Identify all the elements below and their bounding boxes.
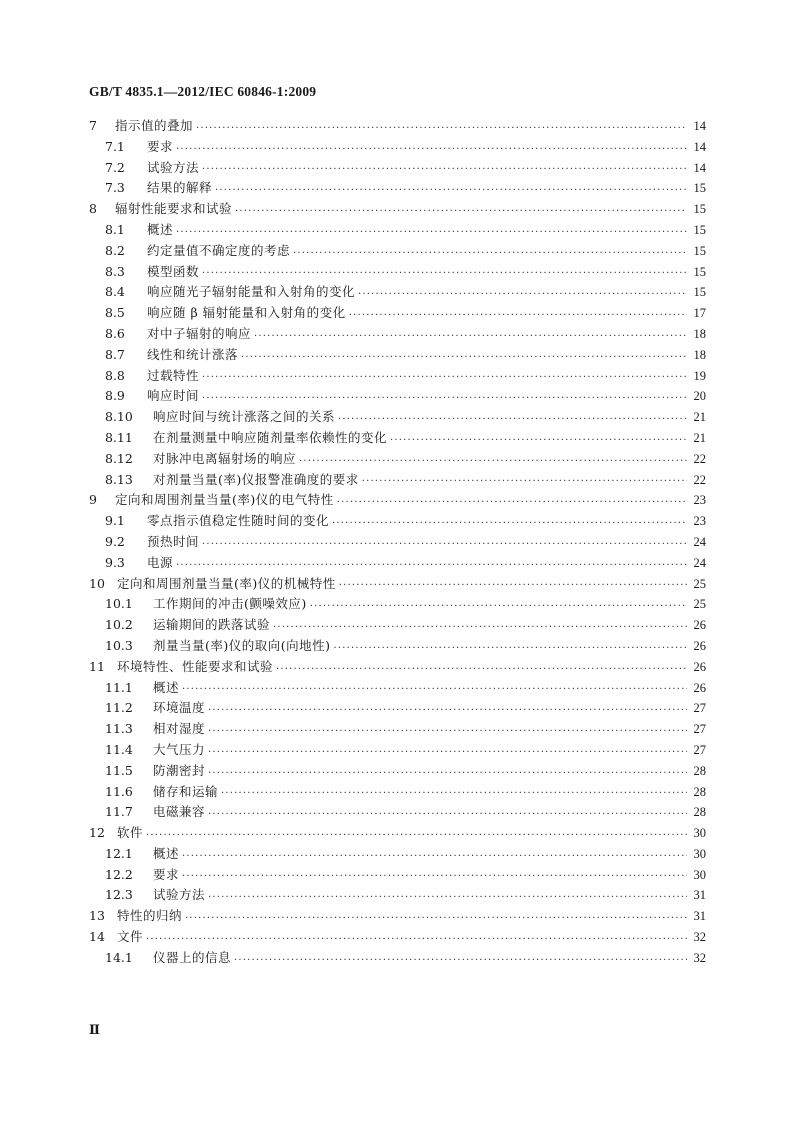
toc-section-entry[interactable] (89, 282, 706, 303)
toc-section-entry[interactable] (89, 262, 706, 283)
toc-entry-page: 28 (693, 763, 706, 778)
toc-chapter-entry[interactable] (89, 574, 706, 595)
toc-leader-dots (338, 407, 687, 428)
toc-section-entry[interactable] (89, 303, 706, 324)
toc-entry-number: 8.10 (105, 409, 133, 425)
toc-leader-dots (182, 678, 687, 699)
toc-section-entry[interactable] (89, 158, 706, 179)
toc-entry-page: 31 (693, 888, 706, 903)
toc-entry-title: 概述 (147, 221, 174, 237)
toc-entry-title: 运输期间的跌落试验 (153, 617, 271, 633)
toc-section-entry[interactable] (89, 553, 706, 574)
toc-leader-dots (208, 802, 687, 823)
toc-entry-page: 26 (693, 680, 706, 695)
toc-chapter-entry[interactable] (89, 490, 706, 511)
toc-section-entry[interactable] (89, 948, 706, 969)
toc-section-entry[interactable] (89, 782, 706, 803)
toc-entry-title: 概述 (153, 845, 180, 861)
toc-entry-title: 过载特性 (147, 367, 200, 383)
toc-entry-page: 15 (693, 285, 706, 300)
toc-entry-number: 8.3 (105, 263, 125, 279)
toc-entry-number: 11.3 (105, 721, 133, 737)
toc-leader-dots (202, 386, 687, 407)
toc-section-entry[interactable] (89, 615, 706, 636)
toc-entry-title: 软件 (117, 825, 144, 841)
toc-chapter-entry[interactable] (89, 823, 706, 844)
toc-entry-page: 14 (693, 119, 706, 133)
toc-entry-title: 概述 (153, 679, 180, 695)
toc-entry-title: 响应随 β 辐射能量和入射角的变化 (147, 305, 346, 321)
toc-entry-page: 23 (693, 493, 706, 508)
toc-entry-number: 12.3 (105, 887, 133, 903)
toc-section-entry[interactable] (89, 345, 706, 366)
toc-section-entry[interactable] (89, 241, 706, 262)
toc-entry-page: 32 (693, 950, 706, 965)
toc-entry-number: 7.2 (105, 159, 125, 175)
toc-entry-title: 对剂量当量(率)仪报警准确度的要求 (153, 471, 359, 487)
toc-leader-dots (241, 345, 687, 366)
toc-entry-page: 25 (693, 597, 706, 612)
toc-entry-page: 21 (693, 410, 706, 425)
toc-entry-title: 文件 (117, 929, 144, 945)
toc-entry-page: 19 (693, 368, 706, 383)
toc-entry-page: 30 (693, 846, 706, 861)
toc-entry-number: 8.8 (105, 367, 125, 383)
toc-entry-page: 15 (693, 264, 706, 279)
toc-section-entry[interactable] (89, 698, 706, 719)
toc-entry-title: 试验方法 (147, 159, 200, 175)
toc-entry-title: 防潮密封 (153, 762, 206, 778)
toc-leader-dots (254, 324, 687, 345)
toc-entry-number: 10 (89, 575, 105, 591)
toc-leader-dots (276, 657, 687, 678)
toc-leader-dots (208, 740, 687, 761)
toc-entry-title: 电源 (147, 554, 174, 570)
toc-leader-dots (208, 885, 687, 906)
toc-section-entry[interactable] (89, 802, 706, 823)
toc-leader-dots (390, 428, 687, 449)
toc-entry-page: 25 (693, 576, 706, 591)
toc-entry-number: 8.5 (105, 305, 125, 321)
toc-section-entry[interactable] (89, 407, 706, 428)
toc-entry-number: 8.4 (105, 284, 125, 300)
toc-entry-page: 22 (693, 451, 706, 466)
toc-leader-dots (332, 511, 687, 532)
toc-entry-number: 11.4 (105, 741, 133, 757)
toc-section-entry[interactable] (89, 678, 706, 699)
toc-entry-page: 15 (693, 202, 706, 217)
toc-leader-dots (182, 865, 687, 886)
toc-section-entry[interactable] (89, 366, 706, 387)
toc-entry-page: 15 (693, 181, 706, 196)
toc-entry-page: 30 (693, 826, 706, 841)
toc-entry-title: 要求 (153, 866, 180, 882)
toc-entry-number: 8.1 (105, 221, 125, 237)
toc-leader-dots (234, 948, 687, 969)
toc-section-entry[interactable] (89, 636, 706, 657)
toc-leader-dots (293, 241, 687, 262)
toc-entry-number: 14 (89, 929, 105, 945)
toc-leader-dots (362, 470, 687, 491)
toc-leader-dots (358, 282, 687, 303)
toc-entry-number: 12 (89, 825, 105, 841)
toc-entry-number: 8.7 (105, 346, 125, 362)
toc-leader-dots (146, 823, 687, 844)
toc-entry-page: 24 (693, 555, 706, 570)
toc-entry-title: 响应时间 (147, 388, 200, 404)
toc-entry-number: 11.1 (105, 679, 133, 695)
toc-entry-page: 31 (693, 909, 706, 924)
toc-leader-dots (202, 366, 687, 387)
toc-entry-number: 13 (89, 908, 105, 924)
toc-section-entry[interactable] (89, 865, 706, 886)
toc-entry-number: 7.1 (105, 138, 125, 154)
toc-leader-dots (349, 303, 687, 324)
toc-entry-title: 零点指示值稳定性随时间的变化 (147, 513, 330, 529)
toc-entry-title: 要求 (147, 138, 174, 154)
toc-leader-dots (208, 761, 687, 782)
toc-chapter-entry[interactable] (89, 116, 706, 137)
toc-entry-number: 9.2 (105, 533, 125, 549)
toc-entry-title: 环境特性、性能要求和试验 (117, 658, 274, 674)
toc-section-entry[interactable] (89, 386, 706, 407)
toc-entry-page: 17 (693, 306, 706, 321)
toc-entry-number: 14.1 (105, 949, 133, 965)
toc-entry-title: 模型函数 (147, 263, 200, 279)
page-number: Ⅱ (89, 1022, 100, 1037)
toc-entry-title: 对脉冲电离辐射场的响应 (153, 450, 297, 466)
toc-section-entry[interactable] (89, 178, 706, 199)
toc-entry-title: 储存和运输 (153, 783, 219, 799)
toc-section-entry[interactable] (89, 719, 706, 740)
toc-leader-dots (185, 906, 687, 927)
toc-leader-dots (299, 449, 687, 470)
toc-entry-title: 试验方法 (153, 887, 206, 903)
toc-entry-page: 26 (693, 659, 706, 674)
toc-entry-title: 特性的归纳 (117, 908, 183, 924)
toc-entry-number: 11.7 (105, 804, 133, 820)
toc-section-entry[interactable] (89, 511, 706, 532)
toc-entry-number: 8.11 (105, 429, 133, 445)
toc-entry-page: 21 (693, 430, 706, 445)
toc-entry-page: 27 (693, 722, 706, 737)
toc-entry-title: 定向和周围剂量当量(率)仪的电气特性 (115, 492, 334, 508)
toc-chapter-entry[interactable] (89, 927, 706, 948)
toc-entry-number: 8.6 (105, 325, 125, 341)
toc-leader-dots (215, 178, 687, 199)
toc-leader-dots (176, 137, 687, 158)
toc-leader-dots (146, 927, 687, 948)
toc-leader-dots (339, 574, 687, 595)
toc-entry-page: 28 (693, 784, 706, 799)
toc-entry-page: 15 (693, 222, 706, 237)
toc-entry-page: 20 (693, 389, 706, 404)
toc-entry-number: 8.2 (105, 242, 125, 258)
toc-entry-page: 26 (693, 638, 706, 653)
toc-entry-title: 剂量当量(率)仪的取向(向地性) (153, 637, 331, 653)
toc-section-entry[interactable] (89, 220, 706, 241)
toc-leader-dots (235, 199, 687, 220)
toc-entry-page: 15 (693, 243, 706, 258)
table-of-contents (89, 116, 706, 969)
toc-entry-page: 32 (693, 930, 706, 945)
toc-entry-number: 12.2 (105, 866, 133, 882)
toc-section-entry[interactable] (89, 137, 706, 158)
toc-leader-dots (334, 636, 687, 657)
toc-leader-dots (208, 719, 687, 740)
toc-entry-title: 在剂量测量中响应随剂量率依赖性的变化 (153, 429, 388, 445)
toc-entry-title: 结果的解释 (147, 180, 213, 196)
toc-entry-title: 线性和统计涨落 (147, 346, 239, 362)
toc-entry-title: 指示值的叠加 (115, 118, 194, 133)
toc-entry-page: 14 (693, 160, 706, 175)
toc-section-entry[interactable] (89, 324, 706, 345)
toc-entry-title: 相对湿度 (153, 721, 206, 737)
toc-entry-number: 8 (89, 201, 97, 217)
toc-entry-title: 大气压力 (153, 741, 206, 757)
toc-entry-number: 11.5 (105, 762, 133, 778)
toc-section-entry[interactable] (89, 885, 706, 906)
toc-entry-page: 27 (693, 701, 706, 716)
toc-entry-title: 定向和周围剂量当量(率)仪的机械特性 (117, 575, 336, 591)
toc-entry-page: 30 (693, 867, 706, 882)
toc-entry-title: 辐射性能要求和试验 (115, 201, 233, 217)
toc-entry-number: 10.2 (105, 617, 133, 633)
toc-entry-page: 28 (693, 805, 706, 820)
toc-entry-number: 11 (89, 658, 105, 674)
toc-leader-dots (202, 532, 687, 553)
toc-entry-page: 27 (693, 742, 706, 757)
toc-entry-number: 8.9 (105, 388, 125, 404)
toc-entry-number: 10.3 (105, 637, 133, 653)
toc-entry-number: 11.6 (105, 783, 133, 799)
toc-section-entry[interactable] (89, 594, 706, 615)
toc-leader-dots (202, 262, 687, 283)
toc-leader-dots (337, 490, 687, 511)
toc-entry-number: 7.3 (105, 180, 125, 196)
toc-entry-title: 环境温度 (153, 700, 206, 716)
toc-leader-dots (202, 158, 687, 179)
toc-leader-dots (176, 220, 687, 241)
toc-entry-number: 9 (89, 492, 97, 508)
toc-entry-title: 预热时间 (147, 533, 200, 549)
toc-entry-number: 9.3 (105, 554, 125, 570)
toc-section-entry[interactable] (89, 449, 706, 470)
toc-leader-dots (273, 615, 687, 636)
toc-entry-title: 对中子辐射的响应 (147, 325, 252, 341)
toc-entry-number: 8.13 (105, 471, 133, 487)
toc-entry-number: 12.1 (105, 845, 133, 861)
document-header: GB/T 4835.1—2012/IEC 60846-1:2009 (89, 84, 317, 99)
toc-entry-page: 26 (693, 618, 706, 633)
toc-section-entry[interactable] (89, 844, 706, 865)
toc-leader-dots (221, 782, 687, 803)
toc-leader-dots (176, 553, 687, 574)
toc-leader-dots (196, 116, 687, 137)
toc-entry-title: 工作期间的冲击(颤噪效应) (153, 596, 307, 612)
toc-entry-number: 8.12 (105, 450, 133, 466)
toc-entry-number: 11.2 (105, 700, 133, 716)
toc-section-entry[interactable] (89, 470, 706, 491)
toc-section-entry[interactable] (89, 428, 706, 449)
toc-entry-page: 22 (693, 472, 706, 487)
toc-entry-title: 响应时间与统计涨落之间的关系 (153, 409, 336, 425)
toc-leader-dots (208, 698, 687, 719)
toc-chapter-entry[interactable] (89, 657, 706, 678)
toc-entry-page: 14 (693, 139, 706, 154)
toc-entry-number: 7 (89, 118, 97, 133)
toc-entry-page: 18 (693, 347, 706, 362)
toc-entry-page: 18 (693, 326, 706, 341)
toc-chapter-entry[interactable] (89, 906, 706, 927)
toc-section-entry[interactable] (89, 740, 706, 761)
toc-entry-title: 响应随光子辐射能量和入射角的变化 (147, 284, 356, 300)
toc-entry-page: 23 (693, 514, 706, 529)
toc-chapter-entry[interactable] (89, 199, 706, 220)
toc-entry-title: 电磁兼容 (153, 804, 206, 820)
toc-entry-number: 9.1 (105, 513, 125, 529)
toc-leader-dots (182, 844, 687, 865)
toc-entry-title: 仪器上的信息 (153, 949, 232, 965)
toc-leader-dots (310, 594, 687, 615)
toc-entry-number: 10.1 (105, 596, 133, 612)
toc-entry-title: 约定量值不确定度的考虑 (147, 242, 291, 258)
toc-section-entry[interactable] (89, 761, 706, 782)
toc-section-entry[interactable] (89, 532, 706, 553)
toc-entry-page: 24 (693, 534, 706, 549)
